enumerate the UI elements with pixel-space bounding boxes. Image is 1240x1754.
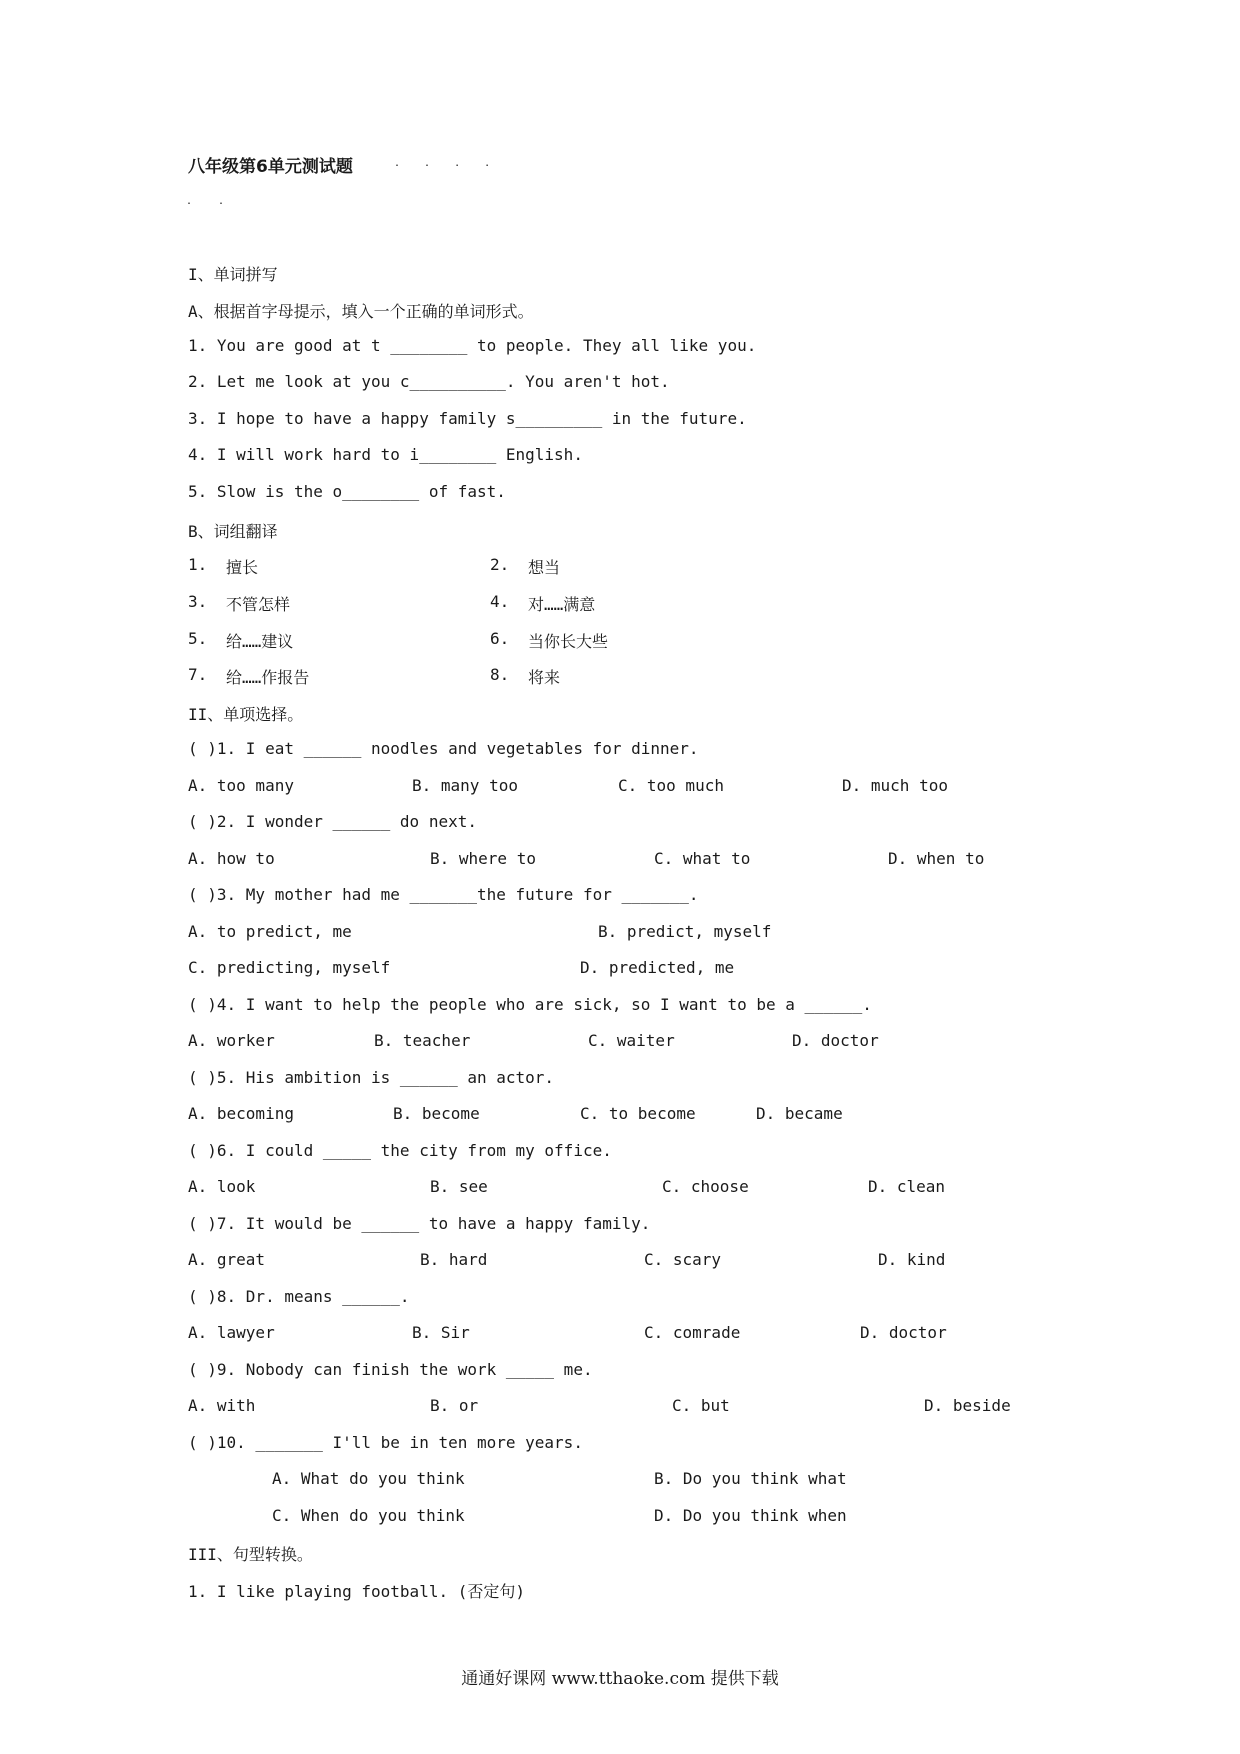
question-8-option-a: A. lawyer [188,1323,275,1342]
question-2-option-b: B. where to [430,849,536,868]
question-10-option-c: C. When do you think [272,1506,465,1525]
question-10-option-d: D. Do you think when [654,1506,847,1525]
question-5-stem: ( )5. His ambition is ______ an actor. [188,1068,555,1087]
phrase-2-num: 2. [490,555,510,574]
phrase-3-text: 不管怎样 [226,595,291,614]
question-8-option-c: C. comrade [644,1323,741,1342]
section3-heading: III、句型转换。 [188,1545,313,1564]
question-1-option-d: D. much too [842,776,948,795]
question-2-option-a: A. how to [188,849,275,868]
phrase-8-num: 8. [490,665,510,684]
question-5-option-b: B. become [393,1104,480,1123]
footer: 通通好课网 www.tthaoke.com 提供下载 [461,1669,779,1689]
question-5-option-a: A. becoming [188,1104,294,1123]
question-4-stem: ( )4. I want to help the people who are sick, so I want to be a ______. [188,995,872,1014]
question-1-option-c: C. too much [618,776,724,795]
question-7-option-b: B. hard [420,1250,488,1269]
spelling-item-5: 5. Slow is the o________ of fast. [188,482,506,501]
phrase-3-num: 3. [188,592,208,611]
question-9-option-b: B. or [430,1396,479,1415]
phrase-4-num: 4. [490,592,510,611]
question-2-option-c: C. what to [654,849,751,868]
question-10-stem: ( )10. _______ I'll be in ten more years. [188,1433,583,1452]
question-4-option-a: A. worker [188,1031,275,1050]
transform-item-1: 1. I like playing football. (否定句) [188,1582,525,1601]
question-10-option-b: B. Do you think what [654,1469,847,1488]
question-4-option-d: D. doctor [792,1031,879,1050]
question-8-option-b: B. Sir [412,1323,470,1342]
question-2-option-d: D. when to [888,849,985,868]
spelling-item-1: 1. You are good at t ________ to people. They all like you. [188,336,757,355]
question-8-option-d: D. doctor [860,1323,947,1342]
page-title: 八年级第6单元测试题 [188,157,353,177]
phrase-7-text: 给……作报告 [226,668,310,687]
question-7-option-c: C. scary [644,1250,722,1269]
question-3-option-c: C. predicting, myself [188,958,391,977]
question-6-option-c: C. choose [662,1177,749,1196]
section1-partA-instruction: A、根据首字母提示，填入一个正确的单词形式。 [188,302,534,321]
question-8-stem: ( )8. Dr. means ______. [188,1287,410,1306]
spelling-item-4: 4. I will work hard to i________ English. [188,445,583,464]
question-9-option-a: A. with [188,1396,256,1415]
question-4-option-c: C. waiter [588,1031,675,1050]
question-9-option-d: D. beside [924,1396,1011,1415]
phrase-6-text: 当你长大些 [528,632,609,651]
phrase-4-text: 对……满意 [528,595,596,614]
phrase-5-num: 5. [188,629,208,648]
question-9-stem: ( )9. Nobody can finish the work _____ me. [188,1360,593,1379]
question-5-option-c: C. to become [580,1104,696,1123]
question-6-stem: ( )6. I could _____ the city from my office. [188,1141,612,1160]
question-3-option-b: B. predict, myself [598,922,772,941]
question-6-option-a: A. look [188,1177,256,1196]
spelling-item-2: 2. Let me look at you c__________. You aren't hot. [188,372,670,391]
title-dots: . . . . [394,158,500,169]
question-6-option-d: D. clean [868,1177,946,1196]
question-9-option-c: C. but [672,1396,730,1415]
section1-partB-instruction: B、词组翻译 [188,522,278,541]
question-1-stem: ( )1. I eat ______ noodles and vegetables for dinner. [188,739,699,758]
question-7-option-a: A. great [188,1250,266,1269]
phrase-6-num: 6. [490,629,510,648]
question-10-option-a: A. What do you think [272,1469,465,1488]
question-3-option-d: D. predicted, me [580,958,735,977]
question-4-option-b: B. teacher [374,1031,471,1050]
question-1-option-b: B. many too [412,776,518,795]
question-1-option-a: A. too many [188,776,294,795]
question-3-option-a: A. to predict, me [188,922,352,941]
phrase-5-text: 给……建议 [226,632,294,651]
question-7-stem: ( )7. It would be ______ to have a happy family. [188,1214,651,1233]
question-7-option-d: D. kind [878,1250,946,1269]
question-2-stem: ( )2. I wonder ______ do next. [188,812,477,831]
sub-dots: . . [186,196,235,207]
section1-heading: I、单词拼写 [188,265,278,284]
question-5-option-d: D. became [756,1104,843,1123]
phrase-8-text: 将来 [528,668,561,687]
section2-heading: II、单项选择。 [188,705,304,724]
phrase-7-num: 7. [188,665,208,684]
question-3-stem: ( )3. My mother had me _______the future for _______. [188,885,699,904]
question-6-option-b: B. see [430,1177,488,1196]
spelling-item-3: 3. I hope to have a happy family s_________ in the future. [188,409,747,428]
phrase-2-text: 想当 [528,558,561,577]
phrase-1-text: 擅长 [226,558,259,577]
phrase-1-num: 1. [188,555,208,574]
